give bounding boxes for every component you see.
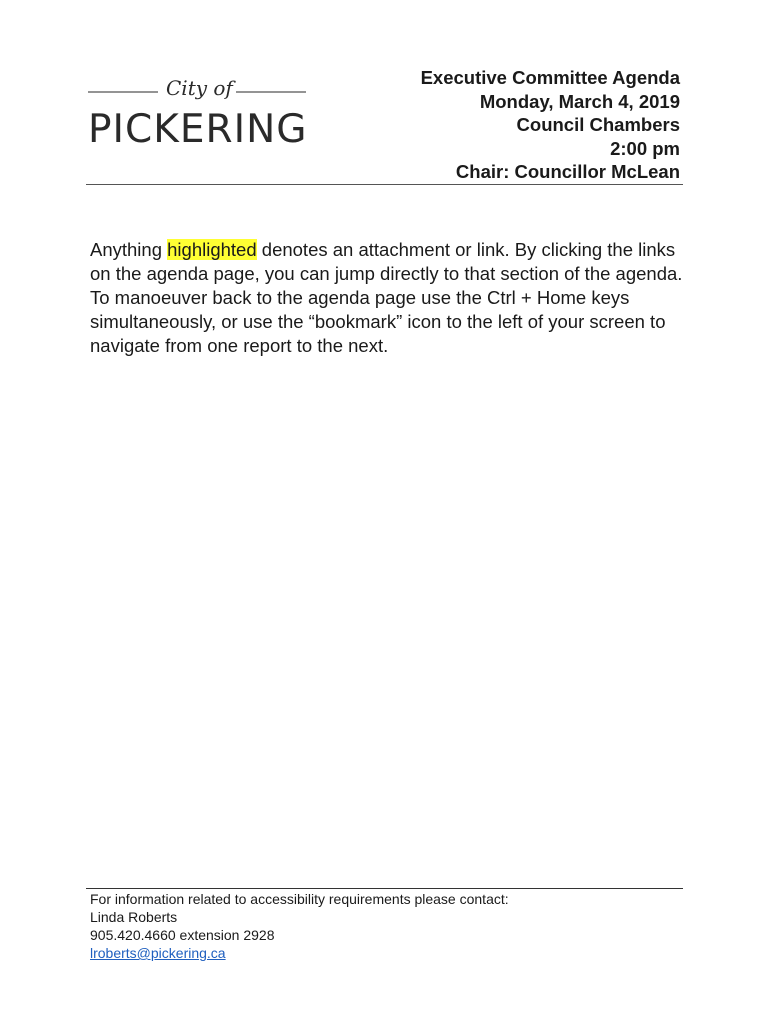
city-of-pickering-logo xyxy=(88,74,308,154)
intro-lead: Anything xyxy=(90,239,168,260)
logo-wordmark: PICKERING xyxy=(88,107,308,152)
highlighted-word: highlighted xyxy=(167,239,257,260)
intro-rest: denotes an attachment or link. By clicking the links on the agenda page, you can jump directly to that section of the agenda. To manoeuver back to the agenda page use the Ctrl + Home keys simultaneously, or use the “bookmark” icon to the left of your screen to navigate from one report to the next. xyxy=(90,239,683,356)
agenda-date: Monday, March 4, 2019 xyxy=(479,90,680,112)
agenda-header xyxy=(421,66,680,184)
agenda-chair: Chair: Councillor McLean xyxy=(455,161,680,182)
accessibility-note: For information related to accessibility requirements please contact: xyxy=(90,891,509,907)
header-divider xyxy=(86,184,683,185)
logo-script-text: City of xyxy=(166,76,233,100)
accessibility-footer xyxy=(90,890,509,962)
agenda-time: 2:00 pm xyxy=(610,137,680,159)
agenda-title: Executive Committee Agenda xyxy=(420,67,680,88)
contact-email-link[interactable]: lroberts@pickering.ca xyxy=(90,945,226,961)
intro-paragraph xyxy=(90,238,690,358)
footer-divider xyxy=(86,888,683,889)
agenda-location: Council Chambers xyxy=(516,114,680,135)
contact-name: Linda Roberts xyxy=(90,909,178,925)
contact-phone: 905.420.4660 extension 2928 xyxy=(90,927,275,943)
